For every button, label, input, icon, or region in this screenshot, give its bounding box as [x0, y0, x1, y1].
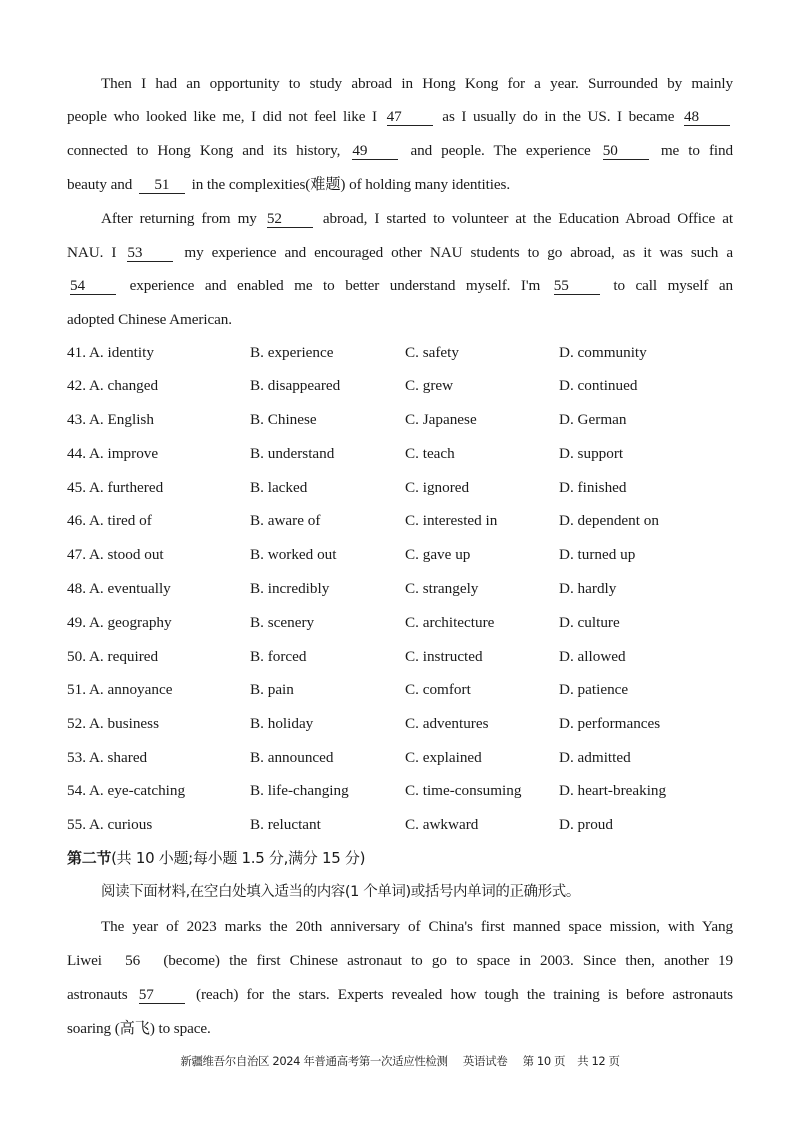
- passage-line: [67, 310, 733, 330]
- option-b: B. reluctant: [250, 816, 321, 833]
- passage-text: to call myself an: [613, 277, 734, 294]
- question-row-46: [67, 511, 747, 531]
- passage-text: (become) the first Chinese astronaut to go to space in 2003. Since then, another 19: [163, 952, 734, 969]
- question-number: 41.: [67, 344, 86, 361]
- question-row-50: [67, 647, 747, 667]
- option-text: A. shared: [88, 749, 148, 766]
- passage-text: NAU. I: [67, 244, 117, 261]
- option-b: B. forced: [250, 648, 307, 665]
- option-d: D. finished: [559, 479, 627, 496]
- passage-text: connected to Hong Kong and its history,: [67, 142, 341, 159]
- answer-blank-52: 52: [267, 210, 313, 228]
- answer-blank-56: 56: [125, 952, 141, 969]
- option-c: C. interested in: [405, 512, 498, 529]
- option-a: [67, 613, 172, 633]
- option-a: [67, 343, 154, 363]
- passage-text: and people. The experience: [410, 142, 591, 159]
- option-c: C. instructed: [405, 648, 483, 665]
- exam-title: 新疆维吾尔自治区 2024 年普通高考第一次适应性检测: [180, 1054, 448, 1068]
- option-c: C. strangely: [405, 580, 479, 597]
- option-c: C. comfort: [405, 681, 471, 698]
- option-d: D. allowed: [559, 648, 626, 665]
- option-c: C. adventures: [405, 715, 489, 732]
- option-d: D. performances: [559, 715, 661, 732]
- question-number: 46.: [67, 512, 86, 529]
- question-number: 49.: [67, 614, 86, 631]
- section-instruction: 阅读下面材料,在空白处填入适当的内容(1 个单词)或括号内单词的正确形式。: [101, 884, 580, 900]
- option-b: B. experience: [250, 344, 334, 361]
- option-a: [67, 478, 163, 498]
- question-row-42: [67, 376, 747, 396]
- passage-text: astronauts: [67, 986, 128, 1003]
- option-a: [67, 410, 154, 430]
- question-row-44: [67, 444, 747, 464]
- question-row-45: [67, 478, 747, 498]
- option-a: [67, 376, 158, 396]
- option-c: C. architecture: [405, 614, 495, 631]
- passage-line: [67, 1019, 733, 1039]
- option-d: D. continued: [559, 377, 638, 394]
- passage-text: beauty and: [67, 176, 133, 193]
- question-row-49: [67, 613, 747, 633]
- option-a: [67, 680, 172, 700]
- option-d: D. proud: [559, 816, 613, 833]
- passage-text: Liwei: [67, 952, 102, 969]
- passage-line: [101, 74, 733, 94]
- option-b: B. lacked: [250, 479, 308, 496]
- option-text: A. eventually: [88, 580, 171, 597]
- answer-blank-53: 53: [127, 244, 173, 262]
- answer-blank-50: 50: [603, 142, 649, 160]
- option-c: C. explained: [405, 749, 482, 766]
- option-a: [67, 748, 147, 768]
- question-number: 47.: [67, 546, 86, 563]
- page-total: 共 12 页: [577, 1054, 620, 1068]
- question-number: 51.: [67, 681, 86, 698]
- option-c: C. teach: [405, 445, 455, 462]
- option-d: D. support: [559, 445, 624, 462]
- option-d: D. heart-breaking: [559, 782, 667, 799]
- question-number: 42.: [67, 377, 86, 394]
- section-title: 第二节: [67, 849, 112, 867]
- option-d: D. dependent on: [559, 512, 659, 529]
- option-b: B. Chinese: [250, 411, 317, 428]
- option-d: D. admitted: [559, 749, 631, 766]
- passage-text: my experience and encouraged other NAU students to go abroad, as it was such a: [184, 244, 733, 261]
- exam-subject: 英语试卷: [462, 1054, 508, 1068]
- question-number: 45.: [67, 479, 86, 496]
- option-c: C. awkward: [405, 816, 479, 833]
- option-text: A. eye-catching: [88, 782, 186, 799]
- option-b: B. pain: [250, 681, 294, 698]
- passage-text: in the complexities(难题) of holding many identities.: [191, 176, 511, 193]
- option-b: B. scenery: [250, 614, 315, 631]
- passage-line: [67, 985, 733, 1005]
- question-number: 52.: [67, 715, 86, 732]
- option-text: A. geography: [88, 614, 172, 631]
- question-number: 50.: [67, 648, 86, 665]
- option-b: B. disappeared: [250, 377, 341, 394]
- question-row-47: [67, 545, 747, 565]
- option-text: A. furthered: [88, 479, 164, 496]
- option-a: [67, 511, 152, 531]
- question-row-41: [67, 343, 747, 363]
- passage-line: [101, 209, 733, 229]
- section-scoring: (共 10 小题;每小题 1.5 分,满分 15 分): [111, 849, 366, 867]
- passage-text: After returning from my: [101, 210, 257, 227]
- option-a: [67, 714, 159, 734]
- option-d: D. patience: [559, 681, 629, 698]
- question-number: 55.: [67, 816, 86, 833]
- option-d: D. turned up: [559, 546, 636, 563]
- passage-text: (reach) for the stars. Experts revealed how tough the training is before astronauts: [196, 986, 733, 1003]
- passage-line: [67, 141, 733, 161]
- question-number: 44.: [67, 445, 86, 462]
- option-a: [67, 545, 164, 565]
- option-a: [67, 647, 158, 667]
- option-text: A. tired of: [88, 512, 152, 529]
- answer-blank-57: 57: [139, 986, 185, 1004]
- answer-blank-54: 54: [70, 277, 116, 295]
- option-text: A. improve: [88, 445, 159, 462]
- passage-line: [101, 917, 733, 937]
- option-c: C. grew: [405, 377, 454, 394]
- option-c: C. Japanese: [405, 411, 477, 428]
- passage-line: [67, 951, 733, 971]
- answer-blank-48: 48: [684, 108, 730, 126]
- option-b: B. understand: [250, 445, 335, 462]
- passage-text: adopted Chinese American.: [67, 311, 232, 328]
- section-heading: [67, 848, 365, 868]
- passage-text: soaring (高飞) to space.: [67, 1020, 211, 1037]
- option-c: C. time-consuming: [405, 782, 522, 799]
- passage-text: The year of 2023 marks the 20th anniversary of China's first manned space mission, with Yang: [101, 918, 733, 935]
- question-number: 53.: [67, 749, 86, 766]
- option-c: C. safety: [405, 344, 459, 361]
- option-b: B. worked out: [250, 546, 337, 563]
- question-row-51: [67, 680, 747, 700]
- option-text: A. business: [88, 715, 159, 732]
- option-a: [67, 444, 158, 464]
- option-c: C. ignored: [405, 479, 470, 496]
- passage-line: [67, 175, 733, 195]
- passage-text: me to find: [660, 142, 734, 159]
- option-text: A. English: [88, 411, 154, 428]
- option-a: [67, 781, 185, 801]
- option-d: D. German: [559, 411, 627, 428]
- answer-blank-51: 51: [139, 176, 185, 194]
- option-text: A. curious: [88, 816, 153, 833]
- option-d: D. hardly: [559, 580, 617, 597]
- option-d: D. community: [559, 344, 647, 361]
- question-number: 54.: [67, 782, 86, 799]
- passage-line: [67, 243, 733, 263]
- question-row-53: [67, 748, 747, 768]
- option-a: [67, 815, 152, 835]
- option-text: A. stood out: [88, 546, 164, 563]
- option-text: A. changed: [88, 377, 159, 394]
- option-b: B. aware of: [250, 512, 321, 529]
- answer-blank-47: 47: [387, 108, 433, 126]
- passage-text: Then I had an opportunity to study abroad in Hong Kong for a year. Surrounded by mainly: [101, 75, 733, 92]
- option-text: A. required: [88, 648, 159, 665]
- passage-line: [67, 107, 733, 127]
- question-row-55: [67, 815, 747, 835]
- option-b: B. holiday: [250, 715, 314, 732]
- passage-line: [67, 276, 733, 296]
- question-row-52: [67, 714, 747, 734]
- question-row-54: [67, 781, 747, 801]
- option-c: C. gave up: [405, 546, 471, 563]
- passage-text: people who looked like me, I did not feel like I: [67, 108, 378, 125]
- page-number: 第 10 页: [522, 1054, 566, 1068]
- page-footer: [0, 1053, 800, 1069]
- option-b: B. life-changing: [250, 782, 349, 799]
- option-b: B. announced: [250, 749, 334, 766]
- answer-blank-55: 55: [554, 277, 600, 295]
- passage-text: experience and enabled me to better understand myself. I'm: [129, 277, 541, 294]
- question-row-48: [67, 579, 747, 599]
- question-row-43: [67, 410, 747, 430]
- answer-blank-49: 49: [352, 142, 398, 160]
- passage-text: as I usually do in the US. I became: [442, 108, 675, 125]
- option-a: [67, 579, 171, 599]
- option-text: A. identity: [88, 344, 154, 361]
- passage-text: abroad, I started to volunteer at the Education Abroad Office at: [322, 210, 733, 227]
- option-d: D. culture: [559, 614, 620, 631]
- question-number: 48.: [67, 580, 86, 597]
- question-number: 43.: [67, 411, 86, 428]
- option-b: B. incredibly: [250, 580, 330, 597]
- option-text: A. annoyance: [88, 681, 173, 698]
